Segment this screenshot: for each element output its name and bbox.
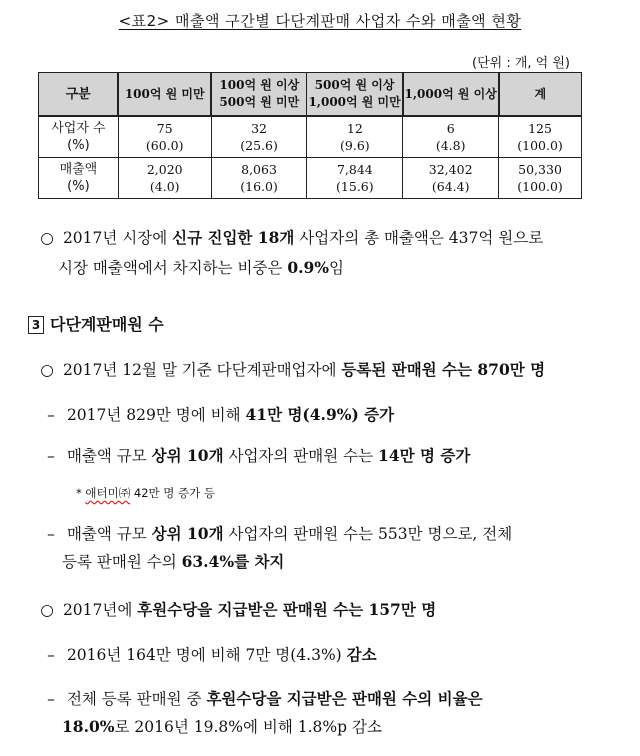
dash-item-decrease: – 2016년 164만 명에 비해 7만 명(4.3%) 감소 (40, 643, 377, 665)
bullet-paragraph-new-entrants-cont: 시장 매출액에서 차지하는 비중은 0.9%임 (58, 258, 345, 277)
header-category: 구분 (39, 73, 119, 117)
dash-item-increase: – 2017년 829만 명에 비해 41만 명(4.9%) 증가 (40, 403, 394, 425)
table-row (39, 116, 582, 158)
dash-item-commission-ratio: – 전체 등록 판매원 중 후원수당을 지급받은 판매원 수의 비율은 (40, 687, 483, 709)
table-cell: 12 (9.6) (307, 116, 403, 158)
dash-item-top10-increase: – 매출액 규모 상위 10개 사업자의 판매원 수는 14만 명 증가 (40, 444, 470, 466)
table-unit: (단위 : 개, 억 원) (472, 56, 570, 71)
bullet-registered-sellers: ○ 2017년 12월 말 기준 다단계판매업자에 등록된 판매원 수는 870만 명 (36, 358, 545, 380)
row-label-revenue: 매출액 (%) (39, 158, 119, 199)
note-item: * 애터미㈜ 42만 명 증가 등 (76, 486, 216, 500)
table-cell: 7,844 (15.6) (307, 158, 403, 199)
table-cell: 32,402 (64.4) (403, 158, 499, 199)
dash-item-top10-share-cont: 등록 판매원 수의 63.4%를 차지 (62, 552, 285, 571)
table-cell: 32 (25.6) (211, 116, 307, 158)
dash-item-commission-ratio-cont: 18.0%로 2016년 19.8%에 비해 1.8%p 감소 (62, 717, 382, 736)
header-total: 계 (499, 73, 582, 117)
header-100-500: 100억 원 이상 500억 원 미만 (211, 73, 307, 117)
stats-table (38, 72, 582, 199)
table-title: <표2> 매출액 구간별 다단계판매 사업자 수와 매출액 현황 (118, 12, 522, 30)
dash-bullet-icon: – (47, 690, 55, 708)
table-header-row (39, 73, 582, 117)
section-number-box: 3 (28, 316, 44, 334)
table-cell: 75 (60.0) (118, 116, 211, 158)
header-500-1000: 500억 원 이상 1,000억 원 미만 (307, 73, 403, 117)
table-cell: 2,020 (4.0) (118, 158, 211, 199)
header-under-100: 100억 원 미만 (118, 73, 211, 117)
dash-bullet-icon: – (47, 525, 55, 543)
bullet-paragraph-new-entrants: ○ 2017년 시장에 신규 진입한 18개 사업자의 총 매출액은 437억 원으로 (36, 226, 543, 248)
row-label-businesses: 사업자 수 (%) (39, 116, 119, 158)
circle-bullet-icon: ○ (40, 361, 54, 379)
header-over-1000: 1,000억 원 이상 (403, 73, 499, 117)
dash-bullet-icon: – (47, 406, 55, 424)
section-heading: 3 다단계판매원 수 (28, 312, 164, 335)
asterisk-icon: * (76, 486, 82, 500)
circle-bullet-icon: ○ (40, 229, 54, 247)
table-row (39, 158, 582, 199)
table-cell: 125 (100.0) (499, 116, 582, 158)
table-cell: 8,063 (16.0) (211, 158, 307, 199)
bullet-commission-sellers: ○ 2017년에 후원수당을 지급받은 판매원 수는 157만 명 (36, 598, 436, 620)
dash-bullet-icon: – (47, 447, 55, 465)
table-cell: 50,330 (100.0) (499, 158, 582, 199)
circle-bullet-icon: ○ (40, 601, 54, 619)
table-cell: 6 (4.8) (403, 116, 499, 158)
dash-bullet-icon: – (47, 646, 55, 664)
dash-item-top10-share: – 매출액 규모 상위 10개 사업자의 판매원 수는 553만 명으로, 전체 (40, 522, 512, 544)
